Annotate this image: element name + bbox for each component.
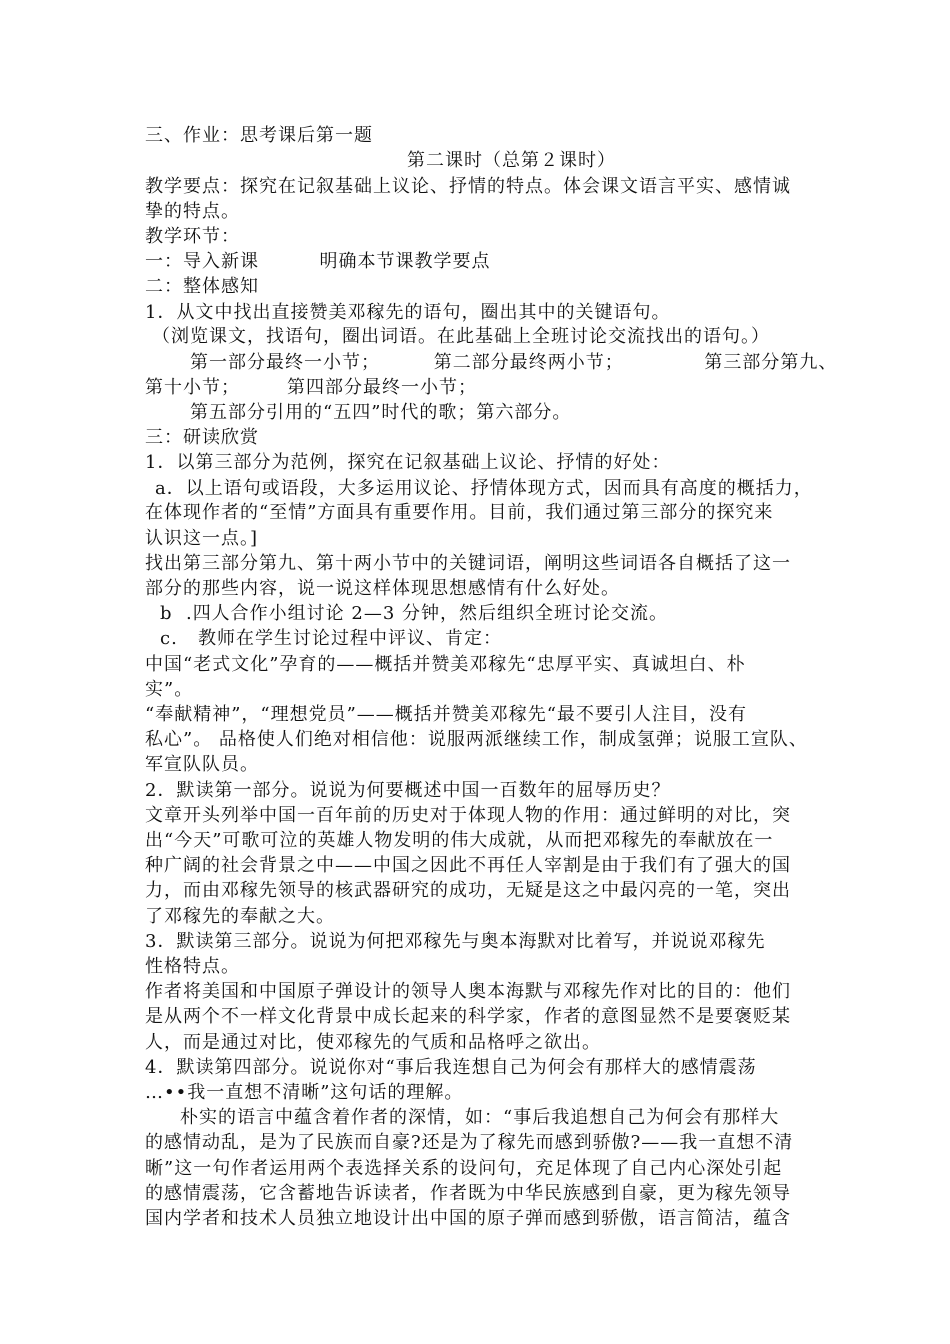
text-line: 教学要点：探究在记叙基础上议论、抒情的特点。体会课文语言平实、感情诚 (145, 176, 791, 197)
text-line: a．以上语句或语段，大多运用议论、抒情体现方式，因而具有高度的概括力， (155, 478, 813, 499)
section-heading: 三：研读欣赏 (145, 427, 259, 448)
text-line: 挚的特点。 (145, 201, 240, 222)
text-line: 认识这一点。] (145, 528, 259, 549)
text-line: 了邓稼先的奉献之大。 (145, 906, 335, 927)
text-line: （浏览课文，找语句，圈出词语。在此基础上全班讨论交流找出的语句。） (152, 326, 770, 347)
text-line: 私心”。 品格使人们绝对相信他：说服两派继续工作，制成氢弹；说服工宣队、 (145, 729, 808, 750)
text-line: 4．默读第四部分。说说你对“事后我连想自己为何会有那样大的感情震荡 (145, 1057, 757, 1078)
text-line: 1．以第三部分为范例，探究在记叙基础上议论、抒情的好处： (145, 452, 671, 473)
text-line: 2．默读第一部分。说说为何要概述中国一百数年的屈辱历史？ (145, 780, 671, 801)
text-line: 是从两个不一样文化背景中成长起来的科学家，作者的意图显然不是要褒贬某 (145, 1006, 791, 1027)
text-line: 在体现作者的“至情”方面具有重要作用。目前，我们通过第三部分的探究来 (145, 502, 774, 523)
text-line: “奉献精神”，“理想党员”——概括并赞美邓稼先“最不要引人注目，没有 (145, 704, 748, 725)
text-line: 种广阔的社会背景之中——中国之因此不再任人宰割是由于我们有了强大的国 (145, 855, 791, 876)
text-line: …••我一直想不清晰”这句话的理解。 (145, 1082, 464, 1103)
text-line: 晰”这一句作者运用两个表选择关系的设问句，充足体现了自己内心深处引起 (145, 1158, 783, 1179)
text-line: 找出第三部分第九、第十两小节中的关键词语，阐明这些词语各自概括了这一 (145, 553, 791, 574)
section-heading: 二：整体感知 (145, 276, 259, 297)
text-line: 朴实的语言中蕴含着作者的深情，如：“事后我追想自己为何会有那样大 (180, 1107, 780, 1128)
section-heading: 一：导入新课 明确本节课教学要点 (145, 251, 491, 272)
text-line: 3．默读第三部分。说说为何把邓稼先与奥本海默对比着写，并说说邓稼先 (145, 931, 766, 952)
text-line: 的感情动乱，是为了民族而自豪?还是为了稼先而感到骄傲?——我一直想不清 (145, 1132, 794, 1153)
text-line: 中国“老式文化”孕育的——概括并赞美邓稼先“忠厚平实、真诚坦白、朴 (145, 654, 746, 675)
text-line: 的感情震荡，它含蓄地告诉读者，作者既为中华民族感到自豪，更为稼先领导 (145, 1183, 791, 1204)
text-line: 第十小节； 第四部分最终一小节； (145, 377, 478, 398)
text-line: 出“今天”可歌可泣的英雄人物发明的伟大成就，从而把邓稼先的奉献放在一 (145, 830, 774, 851)
text-line: 文章开头列举中国一百年前的历史对于体现人物的作用：通过鲜明的对比，突 (145, 805, 791, 826)
text-line: 部分的那些内容，说一说这样体现思想感情有什么好处。 (145, 578, 620, 599)
text-line: 力，而由邓稼先领导的核武器研究的成功，无疑是这之中最闪亮的一笔，突出 (145, 880, 791, 901)
text-line: 国内学者和技术人员独立地设计出中国的原子弹而感到骄傲，语言简洁，蕴含 (145, 1208, 791, 1229)
assignment-line: 三、作业：思考课后第一题 (145, 125, 373, 146)
text-line: c. 教师在学生讨论过程中评议、肯定： (160, 628, 502, 649)
text-line: b .四人合作小组讨论 2—3 分钟，然后组织全班讨论交流。 (160, 603, 669, 624)
text-line: 军宣队队员。 (145, 754, 259, 775)
section-heading: 教学环节： (145, 226, 240, 247)
text-line: 实”。 (145, 679, 194, 700)
text-line: 第一部分最终一小节； 第二部分最终两小节； 第三部分第九、 (190, 352, 838, 373)
text-line: 第五部分引用的“五四”时代的歌；第六部分。 (190, 402, 572, 423)
text-line: 作者将美国和中国原子弹设计的领导人奥本海默与邓稼先作对比的目的：他们 (145, 981, 791, 1002)
text-line: 1．从文中找出直接赞美邓稼先的语句，圈出其中的关键语句。 (145, 302, 671, 323)
text-line: 性格特点。 (145, 956, 240, 977)
text-line: 人，而是通过对比，使邓稼先的气质和品格呼之欲出。 (145, 1032, 601, 1053)
lesson-heading: 第二课时（总第２课时） (407, 150, 616, 171)
